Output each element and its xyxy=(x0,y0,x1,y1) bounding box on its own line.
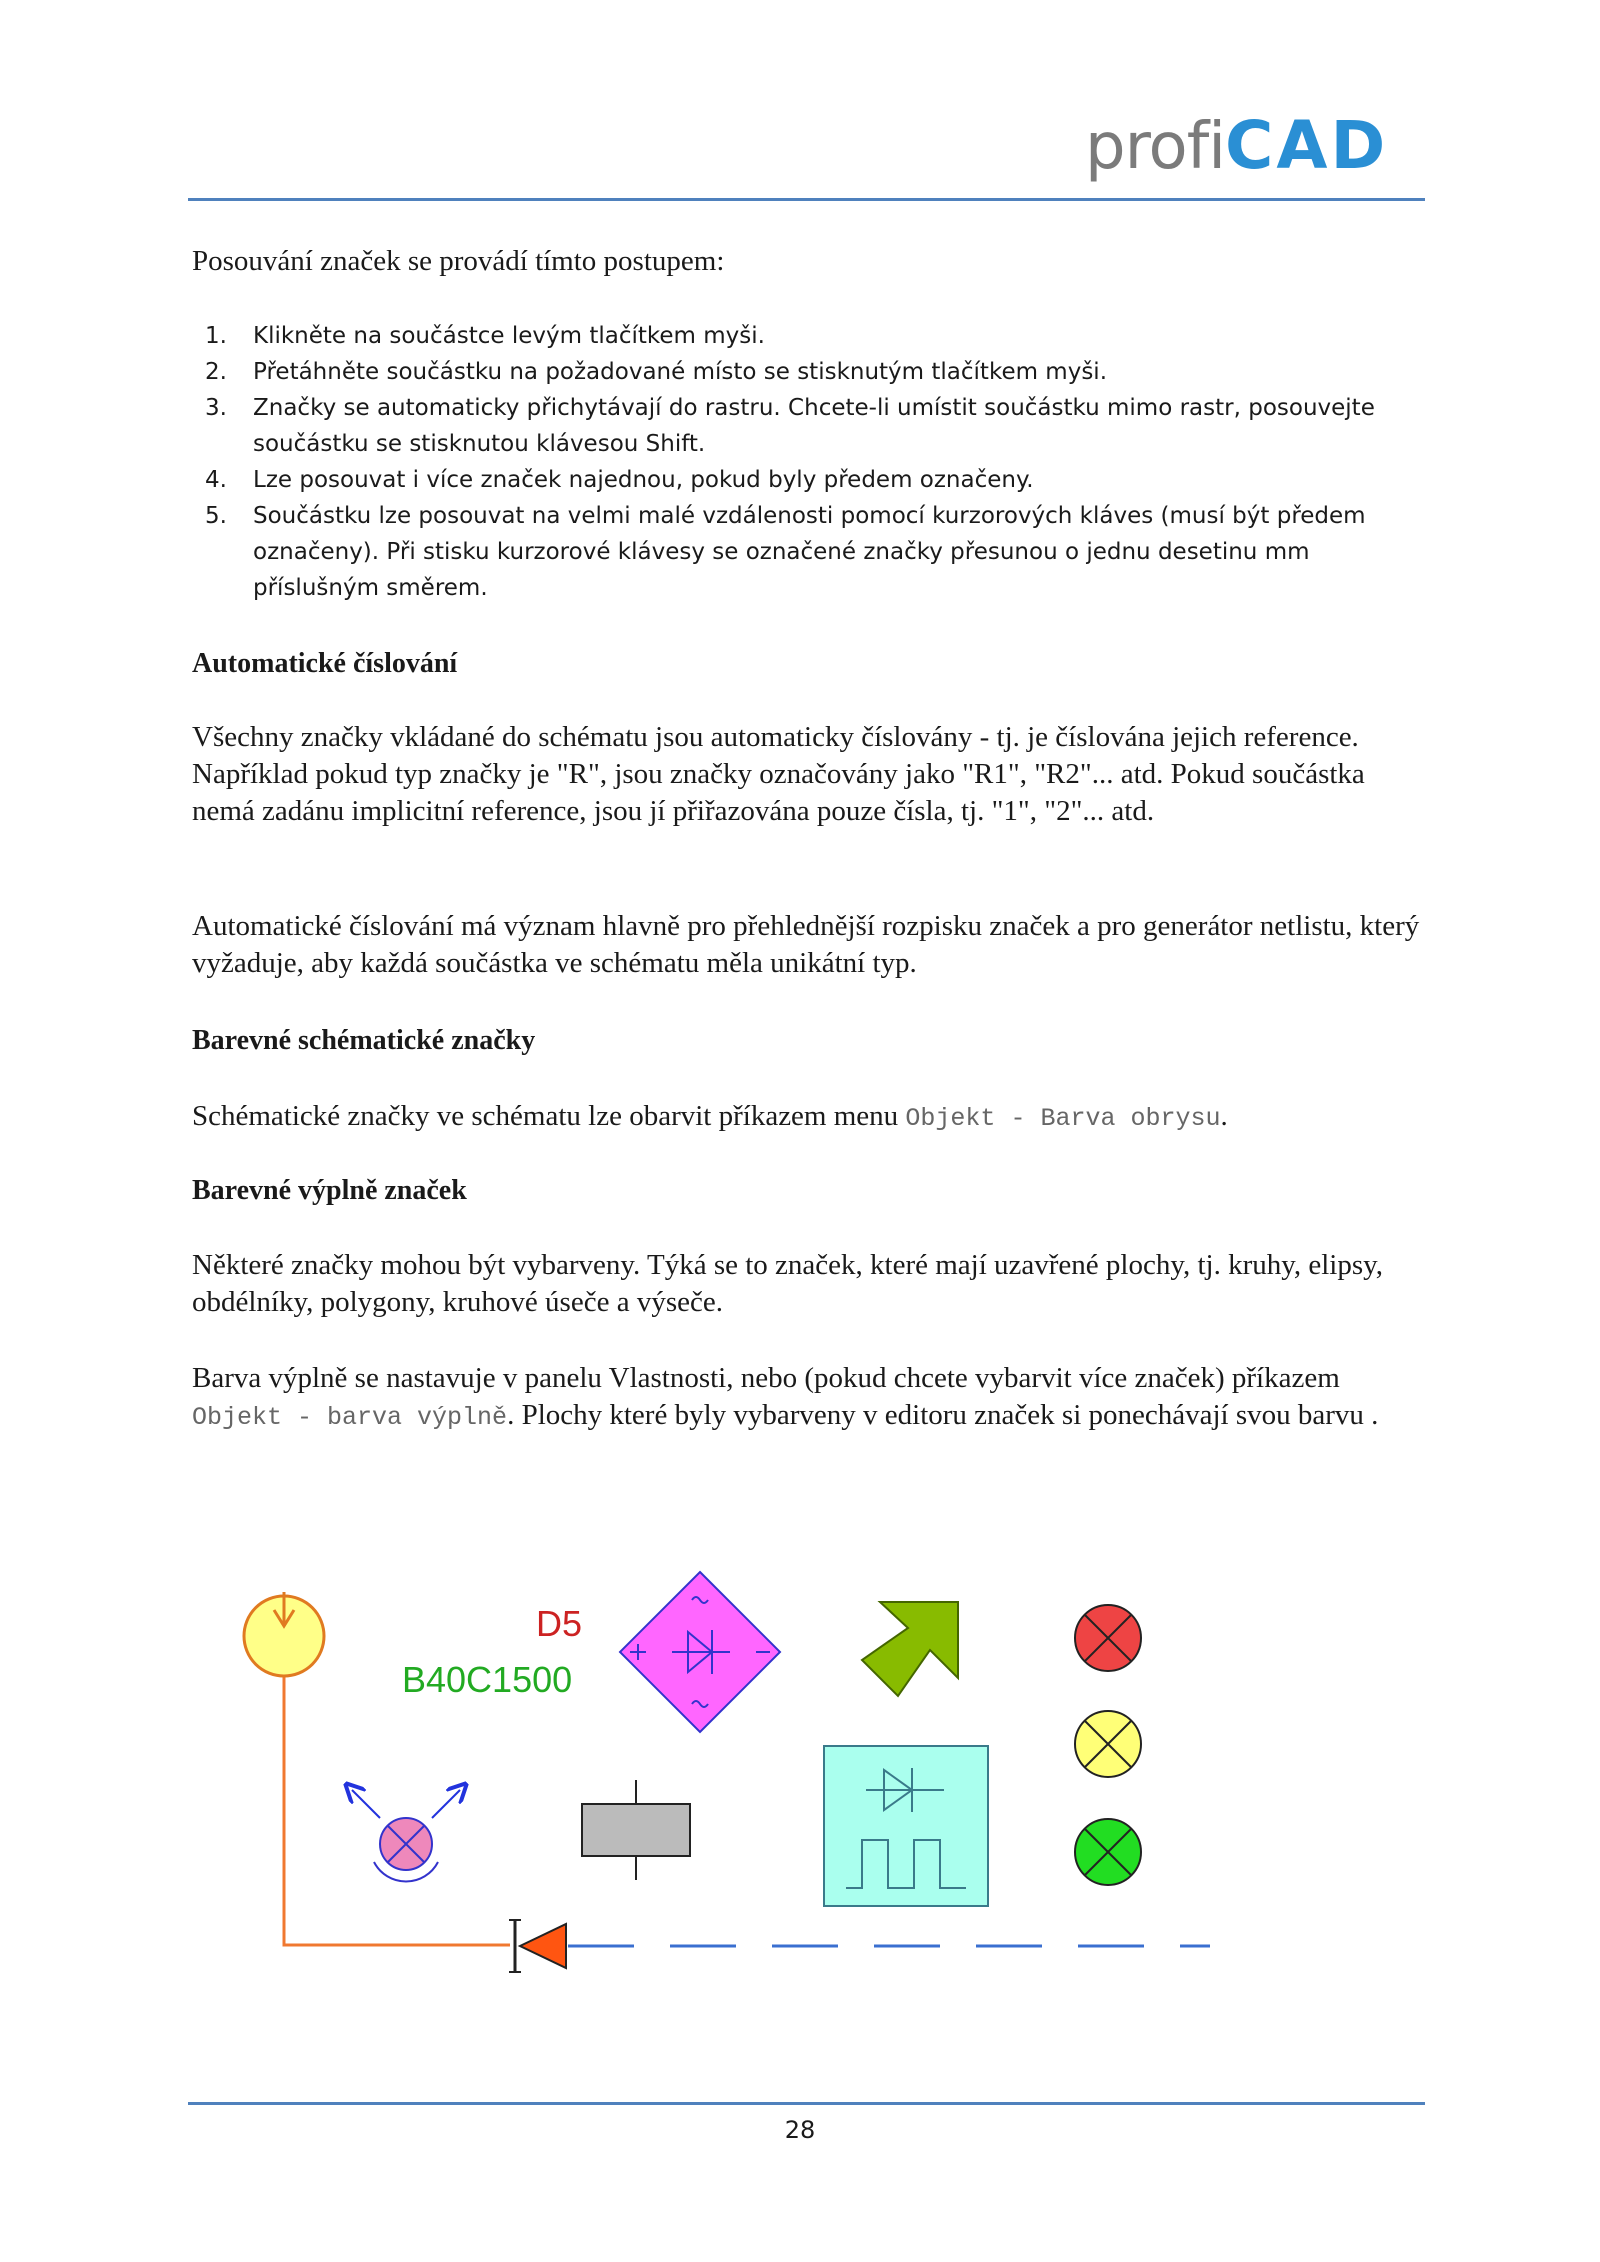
lamp-yellow-icon xyxy=(1075,1711,1141,1777)
list-number: 1. xyxy=(205,323,227,349)
heading-colored-fills: Barevné výplně značek xyxy=(192,1175,467,1206)
intro-paragraph: Posouvání značek se provádí tímto postupem: xyxy=(192,245,725,277)
component-type-label: B40C1500 xyxy=(402,1659,573,1700)
led-lamp-icon xyxy=(352,1790,460,1882)
bridge-rectifier-icon xyxy=(620,1572,780,1732)
diode-icon xyxy=(509,1920,566,1972)
wire xyxy=(284,1668,510,1945)
arrow-icon xyxy=(862,1602,958,1696)
menu-command-fill-color: Objekt - barva výplně xyxy=(192,1403,508,1432)
page-number: 28 xyxy=(784,2116,816,2144)
colored-fills-text-end: . Plochy které byly vybarveny v editoru značek si ponechávají svou barvu . xyxy=(507,1399,1379,1431)
colored-symbols-text-end: . xyxy=(1220,1100,1228,1132)
menu-command-outline-color: Objekt - Barva obrysu xyxy=(905,1104,1221,1133)
list-text: Přetáhněte součástku na požadované místo se stisknutým tlačítkem myši. xyxy=(253,359,1108,385)
numbering-paragraph-2: Automatické číslování má význam hlavně pro přehlednější rozpisku značek a pro generátor netlistu, který vyžaduje, aby každá součástka ve schématu měla unikátní typ. xyxy=(192,910,1420,979)
component-reference-label: D5 xyxy=(536,1603,583,1644)
list-number: 4. xyxy=(205,467,227,493)
heading-colored-symbols: Barevné schématické značky xyxy=(192,1025,536,1056)
list-text: Klikněte na součástce levým tlačítkem myši. xyxy=(253,323,765,349)
current-source-icon xyxy=(244,1592,324,1676)
numbering-paragraph-1: Všechny značky vkládané do schématu jsou automaticky číslovány - tj. je číslována jejich reference. Například pokud typ značky je "R", jsou značky označovány jako "R1", "R2"... atd. Pokud součástka nemá zadánu implicitní reference, jsou jí přiřazována pouze čísla, tj. "1", "2"... atd. xyxy=(192,721,1365,827)
list-number: 3. xyxy=(205,395,227,421)
relay-icon xyxy=(582,1780,690,1880)
list-number: 2. xyxy=(205,359,227,385)
list-text: Součástku lze posouvat na velmi malé vzdálenosti pomocí kurzorových kláves (musí být předem označeny). Při stisku kurzorové klávesy se označené značky přesunou o jednu desetinu mm příslušným směrem. xyxy=(253,503,1366,601)
footer-rule xyxy=(188,2102,1425,2105)
logo-cad-text: CAD xyxy=(1225,107,1389,184)
list-text: Značky se automaticky přichytávají do rastru. Chcete-li umístit součástku mimo rastr, posouvejte součástku se stisknutou klávesou Shift. xyxy=(253,395,1375,457)
heading-numbering: Automatické číslování xyxy=(192,648,458,679)
logo-profi-text: profi xyxy=(1085,110,1225,184)
list-number: 5. xyxy=(205,503,227,529)
pulse-generator-icon xyxy=(824,1746,988,1906)
colored-fills-text: Barva výplně se nastavuje v panelu Vlastnosti, nebo (pokud chcete vybarvit více značek) příkazem xyxy=(192,1362,1340,1394)
list-text: Lze posouvat i více značek najednou, pokud byly předem označeny. xyxy=(253,467,1034,493)
colored-fills-paragraph-1: Některé značky mohou být vybarveny. Týká se to značek, které mají uzavřené plochy, tj. kruhy, elipsy, obdélníky, polygony, kruhové úseče a výseče. xyxy=(192,1249,1383,1318)
lamp-green-icon xyxy=(1075,1819,1141,1885)
lamp-red-icon xyxy=(1075,1605,1141,1671)
colored-symbols-text: Schématické značky ve schématu lze obarvit příkazem menu xyxy=(192,1100,906,1132)
